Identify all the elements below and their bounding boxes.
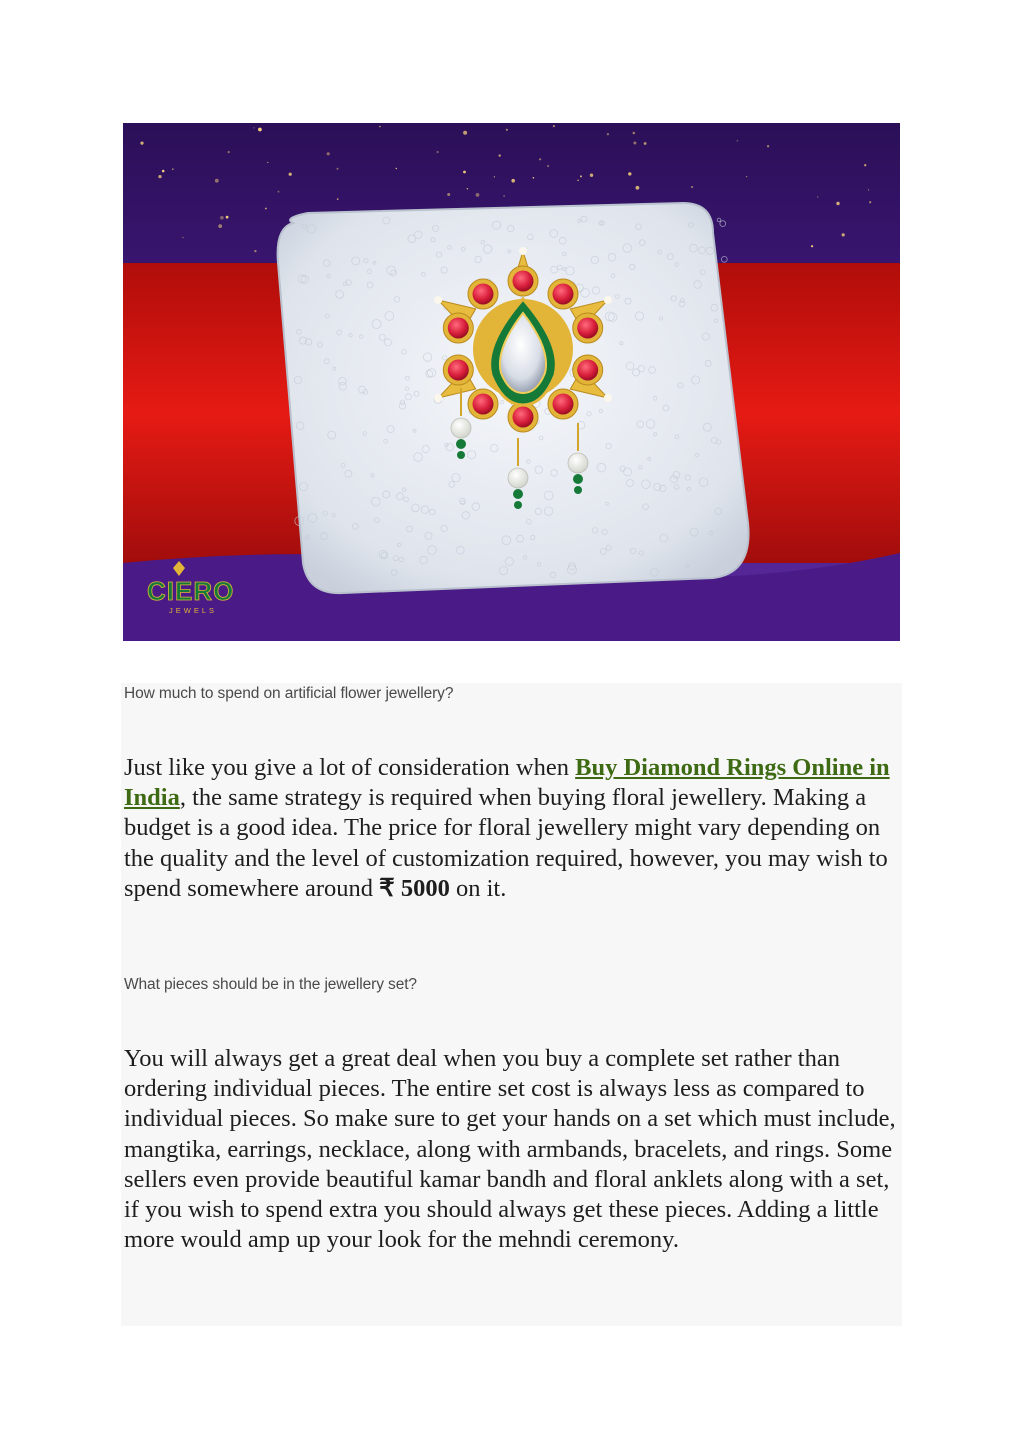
ruby-stone: [553, 284, 574, 305]
sparkle: [633, 142, 636, 145]
sparkle: [607, 133, 609, 135]
sparkle: [463, 131, 467, 135]
sparkle: [182, 237, 183, 238]
sparkle: [869, 201, 871, 203]
sparkle: [228, 151, 230, 153]
pearl-drop: [451, 418, 471, 438]
sparkle: [337, 168, 339, 170]
logo-text: CIERO: [147, 576, 235, 606]
paragraph-text: , the same strategy is required when buying floral jewellery. Making a budget is a good idea. The price for floral jewellery might vary depending on the quality and the level of customization required, however, you may wish to spend somewhere around: [124, 784, 888, 902]
sparkle: [215, 179, 219, 183]
sparkle: [158, 175, 161, 178]
pearl-tip: [604, 296, 612, 304]
sparkle: [644, 142, 647, 145]
sparkle: [289, 173, 292, 176]
pearl-tip: [434, 296, 442, 304]
sparkle: [503, 195, 505, 197]
emerald-bead: [513, 489, 523, 499]
sparkle: [577, 180, 578, 181]
sparkle: [140, 142, 143, 145]
sparkle: [868, 189, 869, 190]
sparkle: [218, 224, 222, 228]
sparkle: [254, 250, 256, 252]
sparkle: [494, 176, 495, 177]
pearl-tip: [434, 394, 442, 402]
ruby-stone: [448, 360, 469, 381]
sparkle: [265, 208, 267, 210]
ruby-stone: [473, 284, 494, 305]
sparkle: [506, 129, 508, 131]
sparkle: [539, 158, 541, 160]
sparkle: [476, 193, 480, 197]
section-heading-spend: How much to spend on artificial flower jewellery?: [124, 685, 454, 702]
sparkle: [258, 128, 262, 132]
sparkle: [511, 179, 515, 183]
emerald-bead: [456, 439, 466, 449]
ruby-stone: [513, 271, 534, 292]
sparkle: [590, 174, 593, 177]
sparkle: [628, 172, 631, 175]
sparkle: [547, 165, 549, 167]
sparkle: [253, 127, 254, 128]
ruby-stone: [473, 394, 494, 415]
sparkle: [811, 245, 813, 247]
paragraph-text: on it.: [449, 874, 507, 902]
sparkle: [447, 193, 450, 196]
sparkle: [864, 164, 866, 166]
ruby-stone: [577, 318, 598, 339]
sparkle: [691, 186, 693, 188]
paragraph-pieces: You will always get a great deal when you buy a complete set rather than ordering individual pieces. The entire set cost is always less as compared to individual pieces. So make sure to get your hands on a set which must include, mangtika, earrings, necklace, along with armbands, bracelets, and rings. Some sellers even provide beautiful kamar bandh and floral anklets along with a set, if you wish to spend extra you should always get these pieces. Adding a little more would amp up your look for the mehndi ceremony.: [124, 1045, 896, 1254]
emerald-bead: [457, 451, 465, 459]
sparkle: [220, 216, 224, 220]
buy-diamond-rings-link[interactable]: Buy Diamond Rings Online in India: [124, 754, 890, 812]
price-value: ₹ 5000: [379, 874, 450, 902]
sparkle: [533, 177, 535, 179]
sparkle: [162, 170, 165, 173]
sparkle: [437, 151, 439, 153]
sparkle: [737, 140, 739, 142]
pearl-tip: [519, 247, 527, 255]
ruby-stone: [448, 318, 469, 339]
jewellery-image: [123, 123, 900, 641]
sparkle: [467, 188, 468, 189]
emerald-bead: [573, 474, 583, 484]
product-photo: [123, 123, 900, 641]
article-body: [121, 683, 902, 1326]
paragraph-text: Just like you give a lot of consideration when: [124, 754, 576, 781]
sparkle: [396, 168, 397, 169]
sparkle: [633, 132, 636, 135]
sparkle: [226, 216, 229, 219]
emerald-bead: [574, 486, 582, 494]
sparkle: [636, 186, 640, 190]
sparkle: [842, 233, 845, 236]
sparkle: [463, 171, 466, 174]
pearl-drop: [568, 453, 588, 473]
sparkle: [172, 168, 174, 170]
sparkle: [746, 176, 747, 177]
pearl-tip: [604, 394, 612, 402]
sparkle: [379, 126, 380, 127]
sparkle: [327, 152, 330, 155]
sparkle: [836, 202, 839, 205]
sparkle: [267, 162, 268, 163]
ruby-stone: [513, 407, 534, 428]
sparkle: [767, 145, 769, 147]
ruby-stone: [553, 394, 574, 415]
sparkle: [553, 125, 555, 127]
sparkle: [499, 154, 501, 156]
sparkle: [278, 191, 280, 193]
logo-subtext: JEWELS: [169, 606, 218, 615]
ruby-stone: [577, 360, 598, 381]
sparkle: [337, 198, 339, 200]
pearl-drop: [508, 468, 528, 488]
emerald-bead: [514, 501, 522, 509]
sparkle: [817, 196, 818, 197]
sparkle: [580, 175, 582, 177]
paragraph-spend: [124, 753, 902, 904]
section-heading-pieces: What pieces should be in the jewellery set?: [124, 976, 417, 993]
